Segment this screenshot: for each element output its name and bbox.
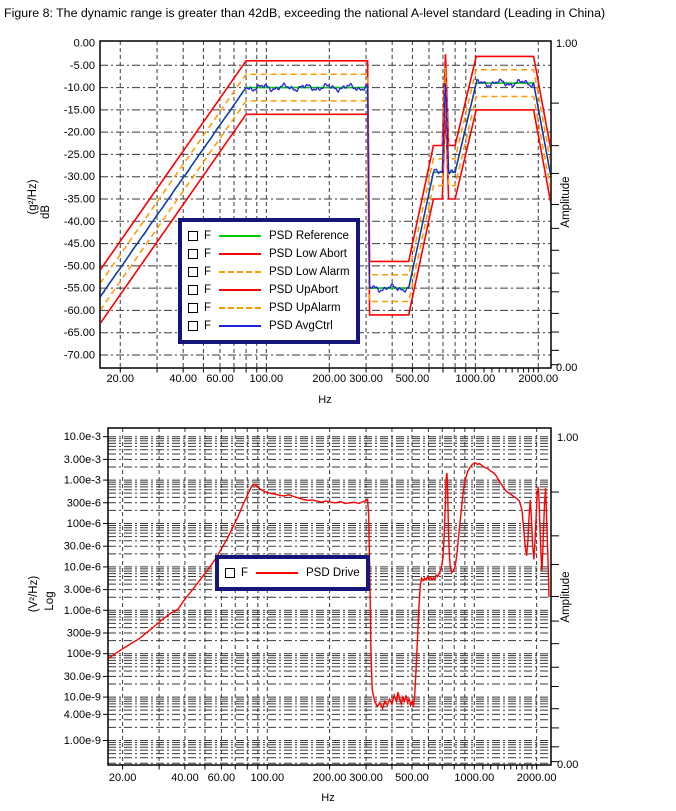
x-tick-label: 20.00: [108, 772, 137, 784]
y-tick-label: -60.00: [63, 304, 95, 317]
y-tick-label: 10.0e-3: [63, 431, 101, 444]
psd-drive-plot: [0, 415, 676, 811]
right-axis-top-label: 1.00: [557, 432, 579, 444]
y-tick-label: 3.00e-6: [63, 584, 101, 597]
legend-label: PSD Drive: [306, 567, 360, 579]
y-tick-label: 300e-9: [66, 627, 101, 640]
x-tick-label: 300.00: [349, 772, 383, 784]
legend-line-sample: [219, 325, 261, 327]
y-axis-title-bottom-units: (V²/Hz): [28, 575, 40, 613]
legend-line-sample: [219, 307, 261, 309]
x-tick-label: 100.00: [249, 373, 284, 385]
legend-line-sample: [256, 572, 298, 574]
y-tick-label: -20.00: [63, 126, 95, 139]
y-tick-label: 100e-9: [66, 648, 101, 661]
y-tick-label: 3.00e-3: [63, 453, 101, 466]
x-tick-label: 2000.00: [518, 373, 559, 385]
legend-row-psd-upalarm: [188, 299, 350, 317]
x-tick-label: 20.00: [106, 373, 135, 385]
y-tick-label: 1.00e-6: [63, 604, 101, 617]
right-axis-title-bottom: Amplitude: [560, 571, 572, 623]
legend-label: PSD Low Abort: [269, 248, 347, 260]
y-tick-label: -25.00: [63, 148, 95, 161]
y-tick-label: 0.00: [73, 37, 95, 50]
y-axis-title-top-db: dB: [40, 204, 52, 220]
y-tick-label: -45.00: [63, 238, 95, 251]
y-tick-label: -40.00: [63, 215, 95, 228]
x-axis-title: Hz: [318, 394, 332, 406]
y-tick-label: -55.00: [63, 282, 95, 295]
legend-flag: F: [204, 320, 212, 332]
legend-row-psd-low-alarm: [188, 263, 350, 281]
y-tick-label: 10.0e-6: [63, 561, 101, 574]
legend-flag: F: [204, 284, 212, 296]
x-tick-label: 1000.00: [455, 373, 496, 385]
legend-row-psd-avgctrl: [188, 317, 350, 335]
legend-flag: F: [241, 567, 249, 579]
legend-line-sample: [219, 271, 261, 273]
y-axis-title-top-units: (g²/Hz): [27, 179, 39, 215]
legend-row-psd-upabort: [188, 281, 350, 299]
right-axis-top-label: 1.00: [556, 38, 578, 50]
y-tick-label: -30.00: [63, 171, 95, 184]
y-tick-label: -70.00: [63, 349, 95, 362]
x-tick-label: 60.00: [206, 373, 234, 385]
legend-row-psd-reference: [188, 227, 350, 245]
legend-label: PSD AvgCtrl: [269, 320, 333, 332]
y-tick-label: 1.00e-9: [63, 735, 101, 747]
y-tick-label: -5.00: [69, 59, 95, 72]
x-tick-label: 200.00: [312, 373, 347, 385]
legend-label: PSD UpAlarm: [269, 302, 341, 314]
legend-flag: F: [204, 266, 212, 278]
legend-flag: F: [204, 302, 212, 314]
y-tick-label: -50.00: [63, 260, 95, 273]
legend-label: PSD UpAbort: [269, 284, 339, 296]
x-tick-label: 40.00: [169, 373, 197, 385]
control-legend: [178, 218, 360, 344]
y-tick-label: 100e-6: [66, 518, 101, 530]
x-tick-label: 100.00: [250, 772, 285, 784]
legend-checkbox[interactable]: [188, 285, 198, 295]
legend-checkbox[interactable]: [225, 568, 235, 578]
x-axis-title: Hz: [321, 792, 335, 804]
legend-checkbox[interactable]: [188, 303, 198, 313]
y-tick-label: -10.00: [63, 82, 95, 95]
x-tick-label: 500.00: [395, 373, 430, 385]
x-tick-label: 60.00: [207, 772, 236, 784]
right-axis-title-top: Amplitude: [560, 176, 572, 228]
y-axis-title-bottom-log: Log: [44, 591, 56, 611]
x-tick-label: 200.00: [312, 772, 347, 784]
legend-checkbox[interactable]: [188, 249, 198, 259]
y-tick-label: 300e-6: [66, 497, 101, 510]
legend-checkbox[interactable]: [188, 231, 198, 241]
legend-line-sample: [219, 253, 261, 255]
x-tick-label: 40.00: [171, 772, 199, 784]
y-tick-label: -65.00: [63, 327, 95, 340]
x-tick-label: 2000.00: [516, 772, 557, 784]
legend-flag: F: [204, 230, 212, 242]
legend-flag: F: [204, 248, 212, 260]
legend-row-psd-low-abort: [188, 245, 350, 263]
x-tick-label: 500.00: [395, 772, 429, 784]
x-tick-label: 1000.00: [454, 772, 495, 784]
legend-checkbox[interactable]: [188, 267, 198, 277]
legend-row-psd-drive: [225, 564, 360, 582]
legend-checkbox[interactable]: [188, 321, 198, 331]
y-tick-label: 30.0e-9: [63, 670, 101, 683]
right-axis-bottom-label: 0.00: [557, 759, 579, 771]
drive-legend: [215, 555, 370, 591]
y-tick-label: 1.00e-3: [63, 474, 101, 487]
y-tick-label: 4.00e-9: [63, 708, 101, 721]
legend-line-sample: [219, 235, 261, 237]
x-tick-label: 300.00: [349, 373, 383, 385]
y-tick-label: -15.00: [63, 104, 95, 117]
y-tick-label: 30.0e-6: [63, 540, 101, 553]
right-axis-bottom-label: 0.00: [556, 362, 578, 374]
legend-label: PSD Reference: [269, 230, 349, 242]
legend-label: PSD Low Alarm: [269, 266, 350, 278]
y-tick-label: 10.0e-9: [63, 691, 101, 704]
figure-title: Figure 8: The dynamic range is greater than 42dB, exceeding the national A-level standard (Leading in China): [4, 6, 606, 20]
legend-line-sample: [219, 289, 261, 291]
y-tick-label: -35.00: [63, 193, 95, 206]
